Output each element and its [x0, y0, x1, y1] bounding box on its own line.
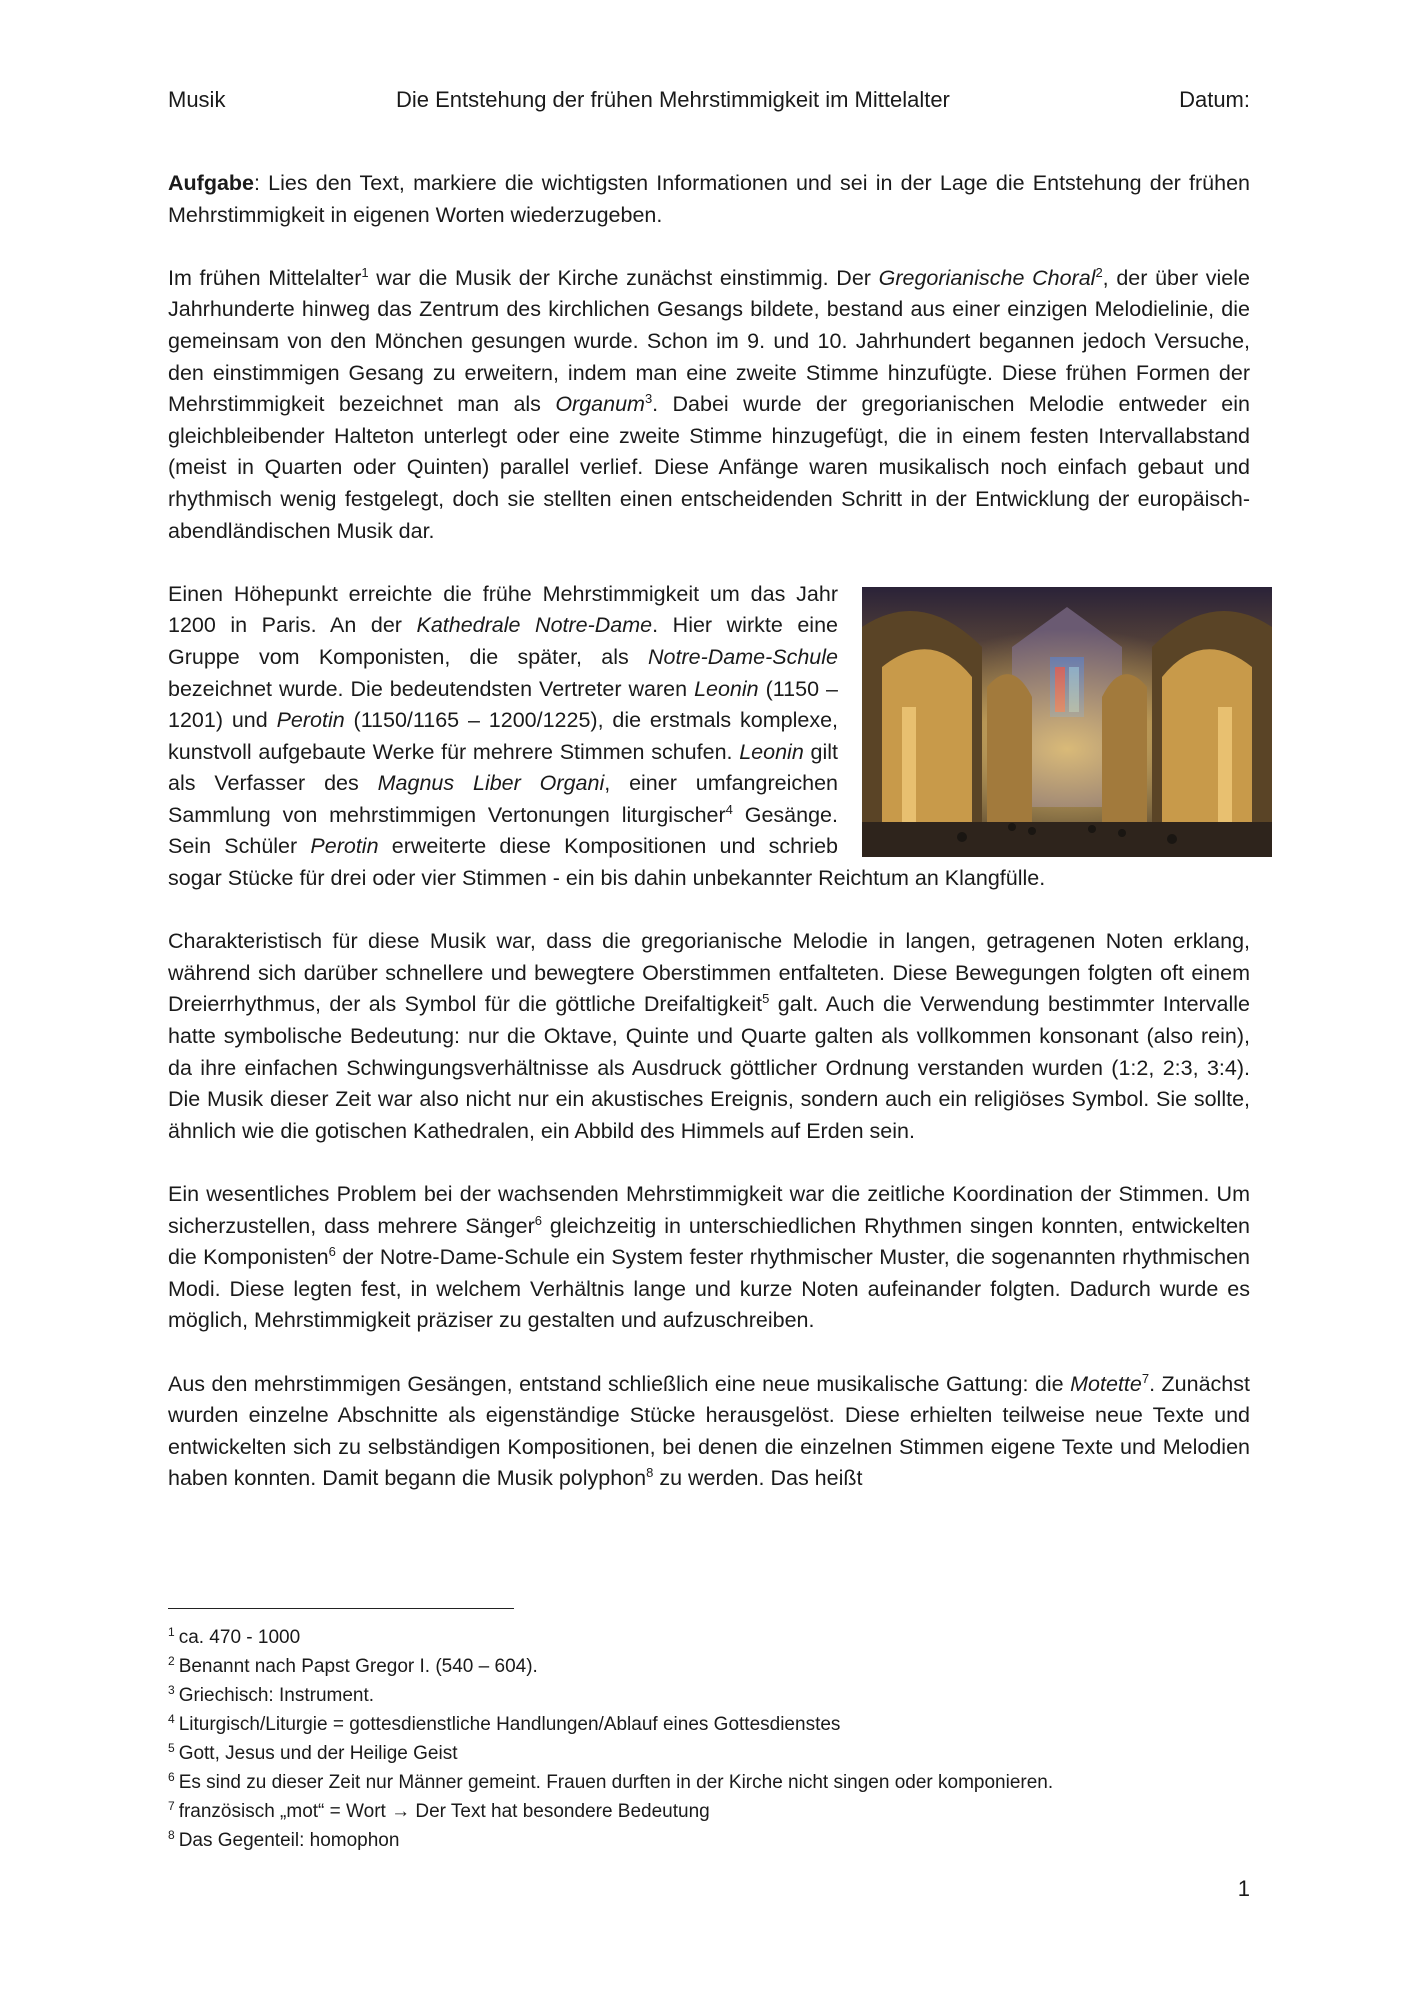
footnote-item: $^5$ Gott, Jesus und der Heilige Geist: [168, 1741, 458, 1764]
footnote-ref-4: 4: [725, 801, 733, 817]
subject-label: Musik: [168, 87, 226, 112]
footnote-ref-6: 6: [534, 1212, 542, 1228]
document-page: [168, 0, 1250, 2000]
footnote-ref-7: 7: [1141, 1370, 1150, 1386]
footnote-divider: [168, 1608, 514, 1609]
footnotes: [168, 1608, 1250, 1855]
document-body: [168, 168, 1250, 1527]
footnote-ref-6b: 6: [328, 1244, 336, 1260]
footnote-item: $^1$ ca. 470 - 1000: [168, 1625, 301, 1648]
page-number: 1: [1237, 1876, 1250, 1901]
cathedral-illustration: [862, 587, 1272, 857]
footnote-item: $^2$ Benannt nach Papst Gregor I. (540 – 604).: [168, 1654, 538, 1677]
paragraph-5: Aus den mehrstimmigen Gesängen, entstand schließlich eine neue musikalische Gattung: die Motette$^7$. Zunächst wurden einzelne Abschnitte als eigenständige Stücke herausgelöst. Diese erhielten teilweise neue Texte und entwickelten sich zu selbständigen Kompositionen, bei denen die einzelnen Stimmen eigene Texte und Melodien haben konnten. Damit begann die Musik polyphon$^8$ zu werden. Das heißt: [168, 1370, 1250, 1491]
cathedral-interior-image: [862, 587, 1272, 857]
date-label: Datum:: [1179, 87, 1250, 112]
paragraph-3: Charakteristisch für diese Musik war, dass die gregorianische Melodie in langen, getragenen Noten erklang, während sich darüber schnellere und bewegtere Oberstimmen entfalteten. Diese Bewegungen folgten oft einem Dreierrhythmus, der als Symbol für die göttliche Dreifaltigkeit$^5$ galt. Auch die Verwendung bestimmter Intervalle hatte symbolische Bedeutung: nur die Oktave, Quinte und Quarte galten als vollkommen konsonant (also rein), da ihre einfachen Schwingungsverhältnisse als Ausdruck göttlicher Ordnung verstanden wurden (1:2, 2:3, 3:4). Die Musik dieser Zeit war also nicht nur ein akustisches Ereignis, sondern auch ein religiöses Symbol. Sie sollte, ähnlich wie die gotischen Kathedralen, ein Abbild des Himmels auf Erden sein.: [168, 929, 1251, 1143]
footnote-item: $^4$ Liturgisch/Liturgie = gottesdienstliche Handlungen/Ablauf eines Gottesdienstes: [168, 1712, 841, 1735]
task-label: Aufgabe: [168, 171, 254, 195]
footnote-ref-1: 1: [361, 264, 369, 280]
footnote-ref-5: 5: [762, 991, 770, 1007]
footnote-ref-8: 8: [646, 1465, 654, 1481]
paragraph-1: Im frühen Mittelalter$^1$ war die Musik der Kirche zunächst einstimmig. Der Gregorianische Choral$^2$, der über viele Jahrhunderte hinweg das Zentrum des kirchlichen Gesangs bildete, bestand aus einer einzigen Melodielinie, die gemeinsam von den Mönchen gesungen wurde. Schon im 9. und 10. Jahrhundert begannen jedoch Versuche, den einstimmigen Gesang zu erweitern, indem man eine zweite Stimme hinzufügte. Diese frühen Formen der Mehrstimmigkeit bezeichnet man als Organum$^3$. Dabei wurde der gregorianischen Melodie entweder ein gleichbleibender Halteton unterlegt oder eine zweite Stimme hinzugefügt, die in einem festen Intervallabstand (meist in Quarten oder Quinten) parallel verlief. Diese Anfänge waren musikalisch noch einfach gebaut und rhythmisch wenig festgelegt, doch sie stellten einen entscheidenden Schritt in der Entwicklung der europäisch-abendländischen Musik dar.: [168, 264, 1250, 543]
footnote-ref-2: 2: [1095, 264, 1103, 280]
page-title: Die Entstehung der frühen Mehrstimmigkeit im Mittelalter: [396, 87, 950, 112]
paragraph-4: Ein wesentliches Problem bei der wachsenden Mehrstimmigkeit war die zeitliche Koordination der Stimmen. Um sicherzustellen, dass mehrere Sänger$^6$ gleichzeitig in unterschiedlichen Rhythmen singen konnten, entwickelten die Komponisten$^6$ der Notre-Dame-Schule ein System fester rhythmischer Muster, die sogenannten rhythmischen Modi. Diese legten fest, in welchem Verhältnis lange und kurze Noten aufeinander folgten. Dadurch wurde es möglich, Mehrstimmigkeit präziser zu gestalten und aufzuschreiben.: [168, 1182, 1250, 1333]
paragraph-2: Einen Höhepunkt erreichte die frühe Mehrstimmigkeit um das Jahr 1200 in Paris. An der Kathedrale Notre-Dame. Hier wirkte eine Gruppe vom Komponisten, die später, als Notre-Dame-Schule bezeichnet wurde. Die bedeutendsten Vertreter waren Leonin (1150 – 1201) und Perotin (1150/1165 – 1200/1225), die erstmals komplexe, kunstvoll aufgebaute Werke für mehrere Stimmen schufen. Leonin gilt als Verfasser des Magnus Liber Organi, einer umfangreichen Sammlung von mehrstimmigen Vertonungen liturgischer$^4$ Gesänge. Sein Schüler Perotin erweiterte diese Kompositionen und schrieb sogar Stücke für drei oder vier Stimmen - ein bis dahin unbekannter Reichtum an Klangfülle.: [168, 581, 1046, 891]
footnote-item: $^6$ Es sind zu dieser Zeit nur Männer gemeint. Frauen durften in der Kirche nicht singen oder komponieren.: [168, 1770, 1054, 1793]
task-paragraph: Aufgabe: Lies den Text, markiere die wichtigsten Informationen und sei in der Lage die Entstehung der frühen Mehrstimmigkeit in eigenen Worten wiederzugeben.: [168, 171, 1250, 227]
footnote-ref-3: 3: [644, 391, 653, 407]
footnote-item: $^3$ Griechisch: Instrument.: [168, 1683, 375, 1706]
footnote-item: $^8$ Das Gegenteil: homophon: [168, 1828, 400, 1851]
footnote-item: $^7$ französisch „mot“ = Wort → Der Text hat besondere Bedeutung: [168, 1799, 710, 1822]
